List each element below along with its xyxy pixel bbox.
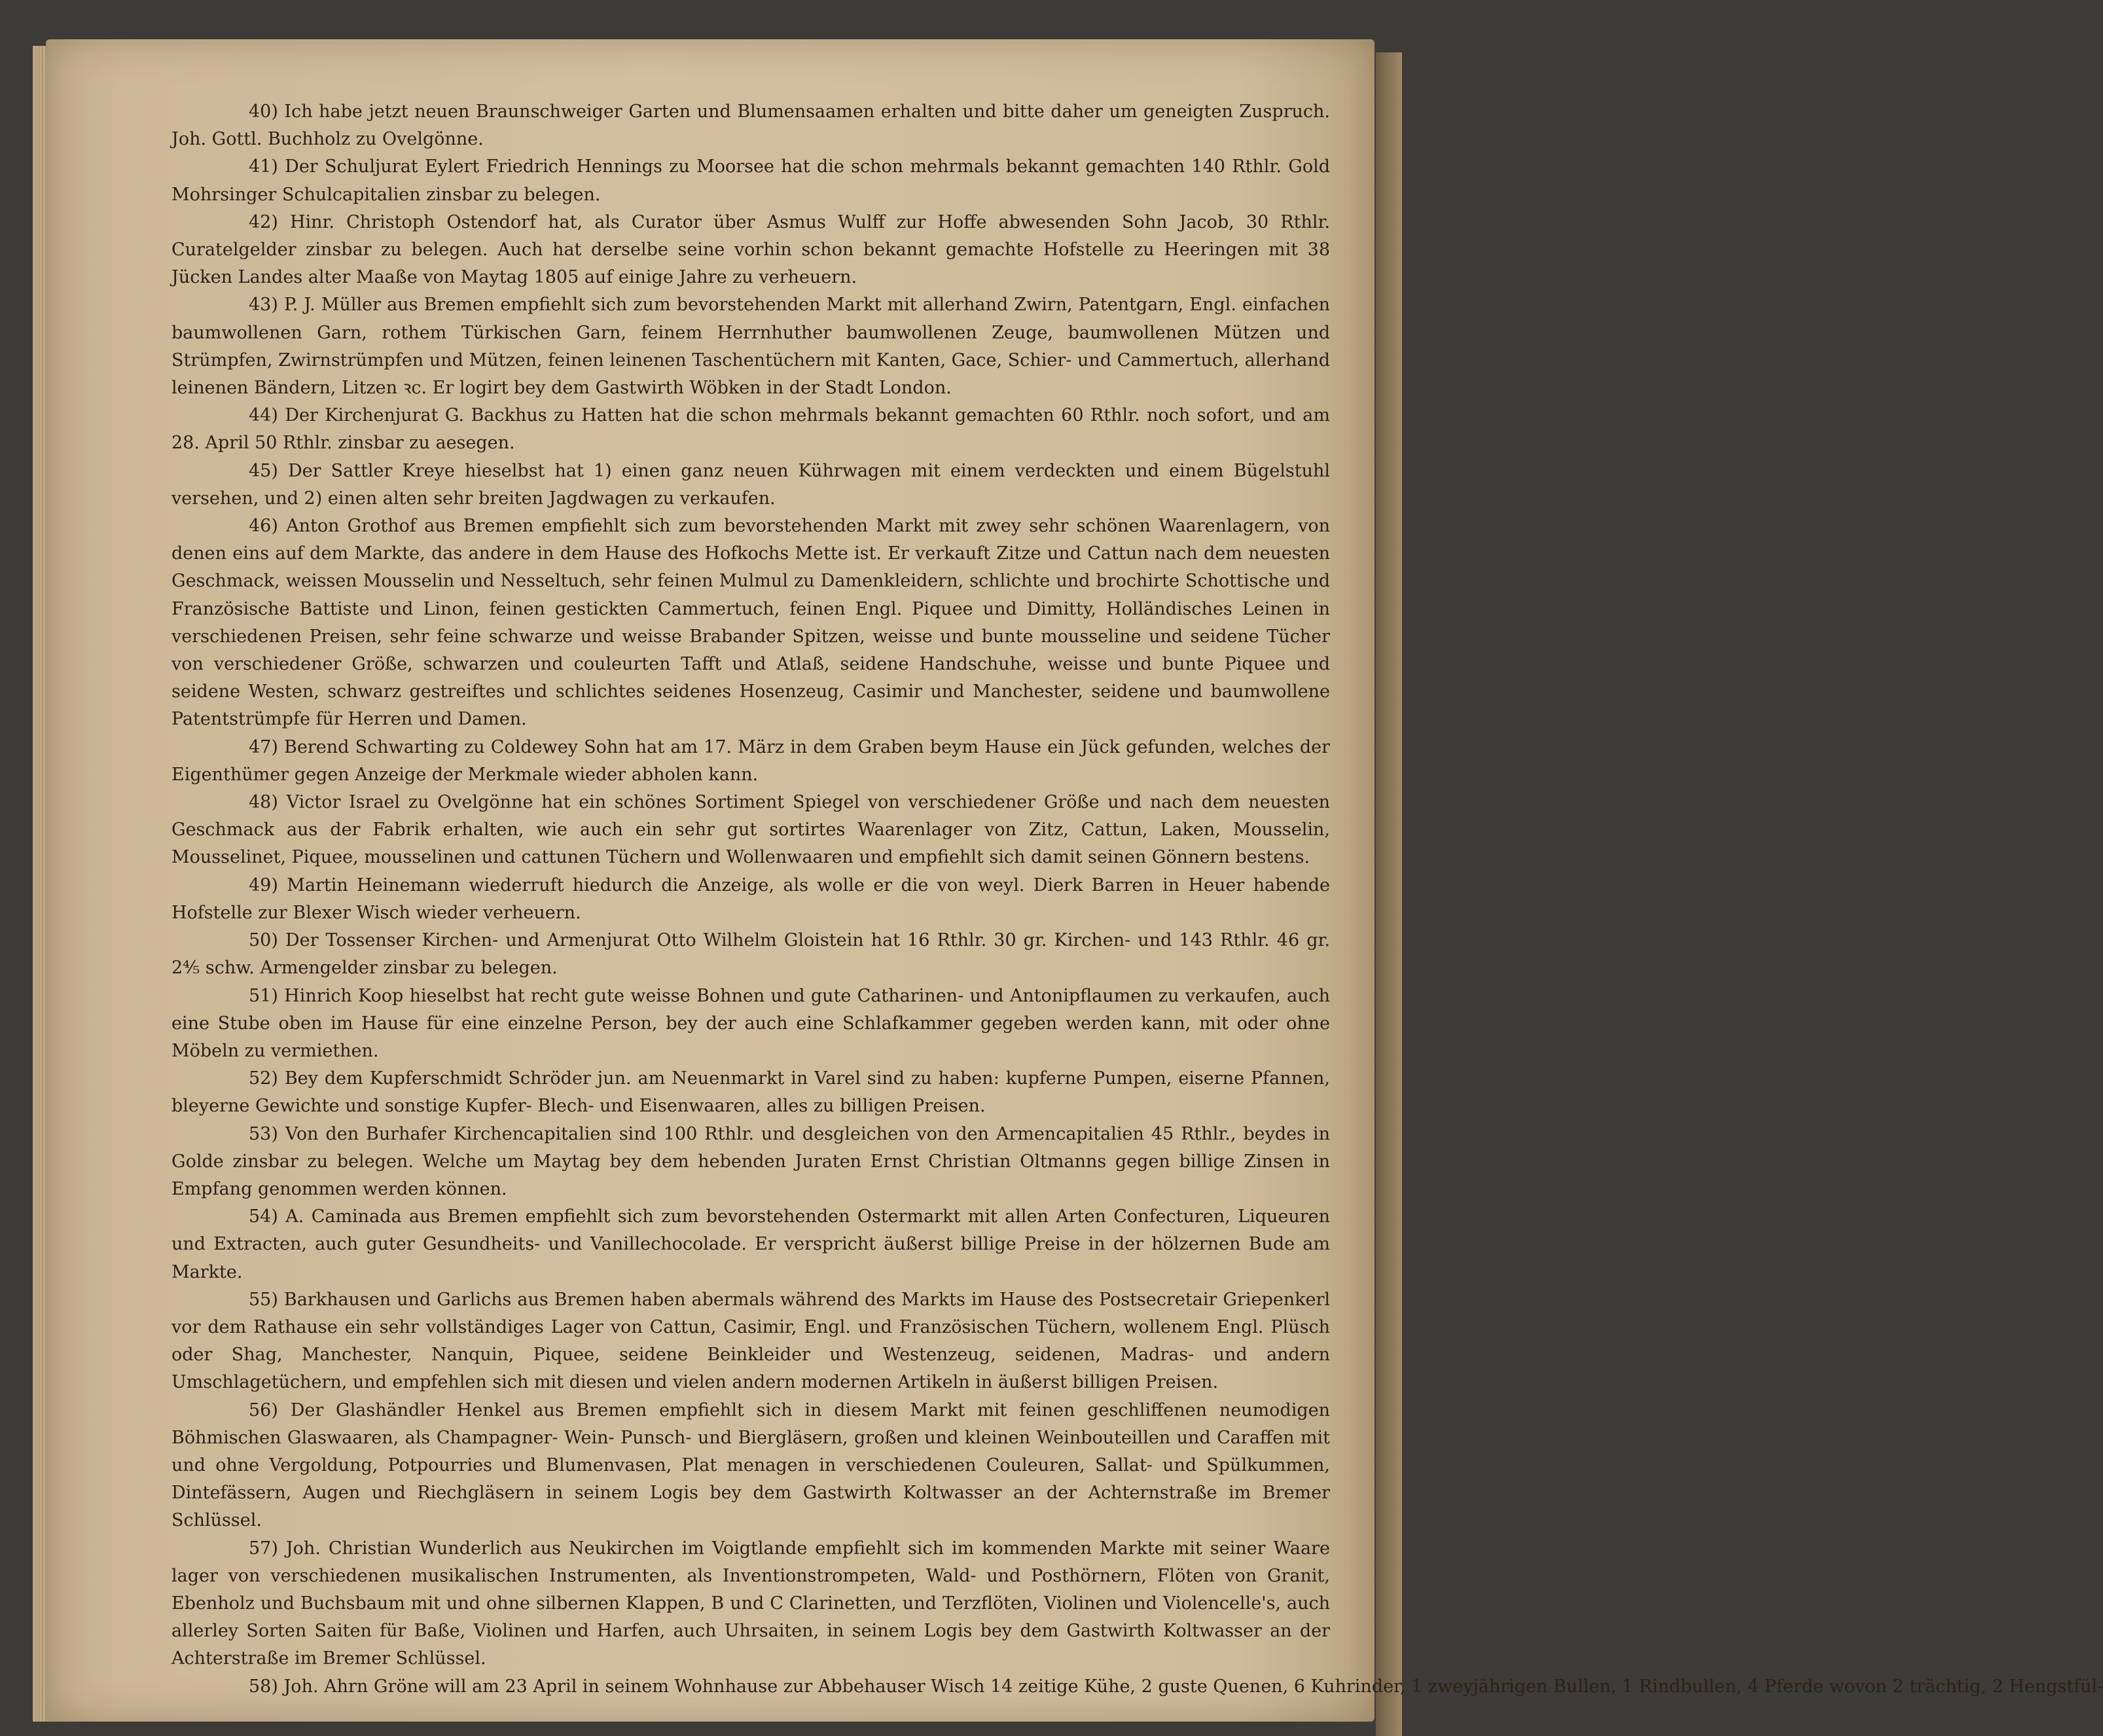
announcement-49: 49) Martin Heinemann wiederruft hiedurch die Anzeige, als wolle er die von weyl. Dierk Barren in Heuer habende Hofstelle zur Blexer Wisch wieder verheuern. xyxy=(171,875,1330,923)
announcement-48: 48) Victor Israel zu Ovelgönne hat ein schönes Sortiment Spiegel von verschiedener Größe und nach dem neuesten Geschmack aus der Fabrik erhalten, wie auch ein sehr gut sortirtes Waarenlager von Zitz, Cattun, Laken, Mousselin, Mousselinet, Piquee, mousselinen und cattunen Tüchern und Wollenwaaren und empfiehlt sich damit seinen Gönnern bestens. xyxy=(171,792,1330,868)
announcement-44: 44) Der Kirchenjurat G. Backhus zu Hatten hat die schon mehrmals bekannt gemachten 60 Rthlr. noch sofort, und am 28. April 50 Rthlr. zinsbar zu aesegen. xyxy=(171,405,1330,454)
facing-page-edge xyxy=(1376,52,1402,1736)
announcement-42: 42) Hinr. Christoph Ostendorf hat, als Curator über Asmus Wulff zur Hoffe abwesenden Sohn Jacob, 30 Rthlr. Curatelgelder zinsbar zu belegen. Auch hat derselbe seine vorhin schon bekannt gemachte Hofstelle zu Heeringen mit 38 Jücken Landes alter Maaße von Maytag 1805 auf einige Jahre zu verheuern. xyxy=(171,211,1330,288)
announcement-54: 54) A. Caminada aus Bremen empfiehlt sich zum bevorstehenden Ostermarkt mit allen Arten Confecturen, Liqueuren und Extracten, auch guter Gesundheits- und Vanillechocolade. Er verspricht äußerst billige Preise in der hölzernen Bude am Markte. xyxy=(171,1206,1330,1282)
announcement-43: 43) P. J. Müller aus Bremen empfiehlt sich zum bevorstehenden Markt mit allerhand Zwirn, Patentgarn, Engl. einfachen baumwollenen Garn, rothem Türkischen Garn, feinem Herrnhuther baumwollenen Zeuge, baumwollenen Mützen und Strümpfen, Zwirnstrümpfen und Mützen, feinen leinenen Taschentüchern mit Kanten, Gace, Schier- und Cammertuch, allerhand leinenen Bändern, Litzen ꝛc. Er logirt bey dem Gastwirth Wöbken in der Stadt London. xyxy=(171,295,1330,399)
announcement-51: 51) Hinrich Koop hieselbst hat recht gute weisse Bohnen und gute Catharinen- und Antonipflaumen zu verkaufen, auch eine Stube oben im Hause für eine einzelne Person, bey der auch eine Schlafkammer gegeben werden kann, mit oder ohne Möbeln zu vermiethen. xyxy=(171,985,1330,1061)
announcement-40: 40) Ich habe jetzt neuen Braunschweiger Garten und Blumensaamen erhalten und bitte daher um geneigten Zuspruch. Joh. Gottl. Buchholz zu Ovelgönne. xyxy=(171,101,1330,150)
announcement-55: 55) Barkhausen und Garlichs aus Bremen haben abermals während des Markts im Hause des Postsecretair Griepenkerl vor dem Rathause ein sehr vollständiges Lager von Cattun, Casimir, Engl. und Französischen Tüchern, wollenem Engl. Plüsch oder Shag, Manchester, Nanquin, Piquee, seidene Beinkleider und Westenzeug, seidenen, Madras- und andern Umschlagetüchern, und empfehlen sich mit diesen und vielen andern modernen Artikeln in äußerst billigen Preisen. xyxy=(171,1289,1330,1393)
announcement-52: 52) Bey dem Kupferschmidt Schröder jun. am Neuenmarkt in Varel sind zu haben: kupferne Pumpen, eiserne Pfannen, bleyerne Gewichte und sonstige Kupfer- Blech- und Eisenwaaren, alles zu billigen Preisen. xyxy=(171,1068,1330,1117)
announcement-56: 56) Der Glashändler Henkel aus Bremen empfiehlt sich in diesem Markt mit feinen geschliffenen neumodigen Böhmischen Glaswaaren, als Champagner- Wein- Punsch- und Biergläsern, großen und kleinen Weinbouteillen und Caraffen mit und ohne Vergoldung, Potpourries und Blumenvasen, Plat menagen in verschiedenen Couleuren, Sallat- und Spülkummen, Dintefässern, Augen und Riechgläsern in seinem Logis bey dem Gastwirth Koltwasser an der Achternstraße im Bremer Schlüssel. xyxy=(171,1400,1330,1531)
announcement-45: 45) Der Sattler Kreye hieselbst hat 1) einen ganz neuen Kührwagen mit einem verdeckten und einem Bügelstuhl versehen, und 2) einen alten sehr breiten Jagdwagen zu verkaufen. xyxy=(171,460,1330,509)
announcement-41: 41) Der Schuljurat Eylert Friedrich Hennings zu Moorsee hat die schon mehrmals bekannt gemachten 140 Rthlr. Gold Mohrsinger Schulcapitalien zinsbar zu belegen. xyxy=(171,156,1330,205)
announcement-46: 46) Anton Grothof aus Bremen empfiehlt sich zum bevorstehenden Markt mit zwey sehr schönen Waarenlagern, von denen eins auf dem Markte, das andere in dem Hause des Hofkochs Mette ist. Er verkauft Zitze und Cattun nach dem neuesten Geschmack, weissen Mousselin und Nesseltuch, sehr feinen Mulmul zu Damenkleidern, schlichte und brochirte Schottische und Französische Battiste und Linon, feinen gestickten Cammertuch, feinen Engl. Piquee und Dimitty, Holländisches Leinen in verschiedenen Preisen, sehr feine schwarze und weisse Brabander Spitzen, weisse und bunte mousseline und seidene Tücher von verschiedener Größe, schwarzen und couleurten Tafft und Atlaß, seidene Handschuhe, weisse und bunte Piquee und seidene Westen, schwarz gestreiftes und schlichtes seidenes Hosenzeug, Casimir und Manchester, seidene und baumwollene Patentstrümpfe für Herren und Damen. xyxy=(171,516,1330,730)
announcements-column xyxy=(171,98,2103,1701)
announcement-53: 53) Von den Burhafer Kirchencapitalien sind 100 Rthlr. und desgleichen von den Armencapitalien 45 Rthlr., beydes in Golde zinsbar zu belegen. Welche um Maytag bey dem hebenden Juraten Ernst Christian Oltmanns gegen billige Zinsen in Empfang genommen werden können. xyxy=(171,1123,1330,1199)
announcement-47: 47) Berend Schwarting zu Coldewey Sohn hat am 17. März in dem Graben beym Hause ein Jück gefunden, welches der Eigenthümer gegen Anzeige der Merkmale wieder abholen kann. xyxy=(171,736,1330,785)
announcement-50: 50) Der Tossenser Kirchen- und Armenjurat Otto Wilhelm Gloistein hat 16 Rthlr. 30 gr. Kirchen- und 143 Rthlr. 46 gr. 2⅘ schw. Armengelder zinsbar zu belegen. xyxy=(171,930,1330,979)
announcement-58-truncated: 58) Joh. Ahrn Gröne will am 23 April in seinem Wohnhause zur Abbehauser Wisch 14 zeitige Kühe, 2 guste Quenen, 6 Kuhrinder, 1 zweyjährigen Bullen, 1 Rindbullen, 4 Pferde wovon 2 trächtig, 2 Hengstfül- xyxy=(249,1676,2103,1697)
announcement-57: 57) Joh. Christian Wunderlich aus Neukirchen im Voigtlande empfiehlt sich im kommenden Markte mit seiner Waare lager von verschiedenen musikalischen Instrumenten, als Inventionstrompeten, Wald- und Posthörnern, Flöten von Granit, Ebenholz und Buchsbaum mit und ohne silbernen Klappen, B und C Clarinetten, und Terzflöten, Violinen und Violencelle's, auch allerley Sorten Saiten für Baße, Violinen und Harfen, auch Uhrsaiten, in seinem Logis bey dem Gastwirth Koltwasser an der Achterstraße im Bremer Schlüssel. xyxy=(171,1538,1330,1669)
